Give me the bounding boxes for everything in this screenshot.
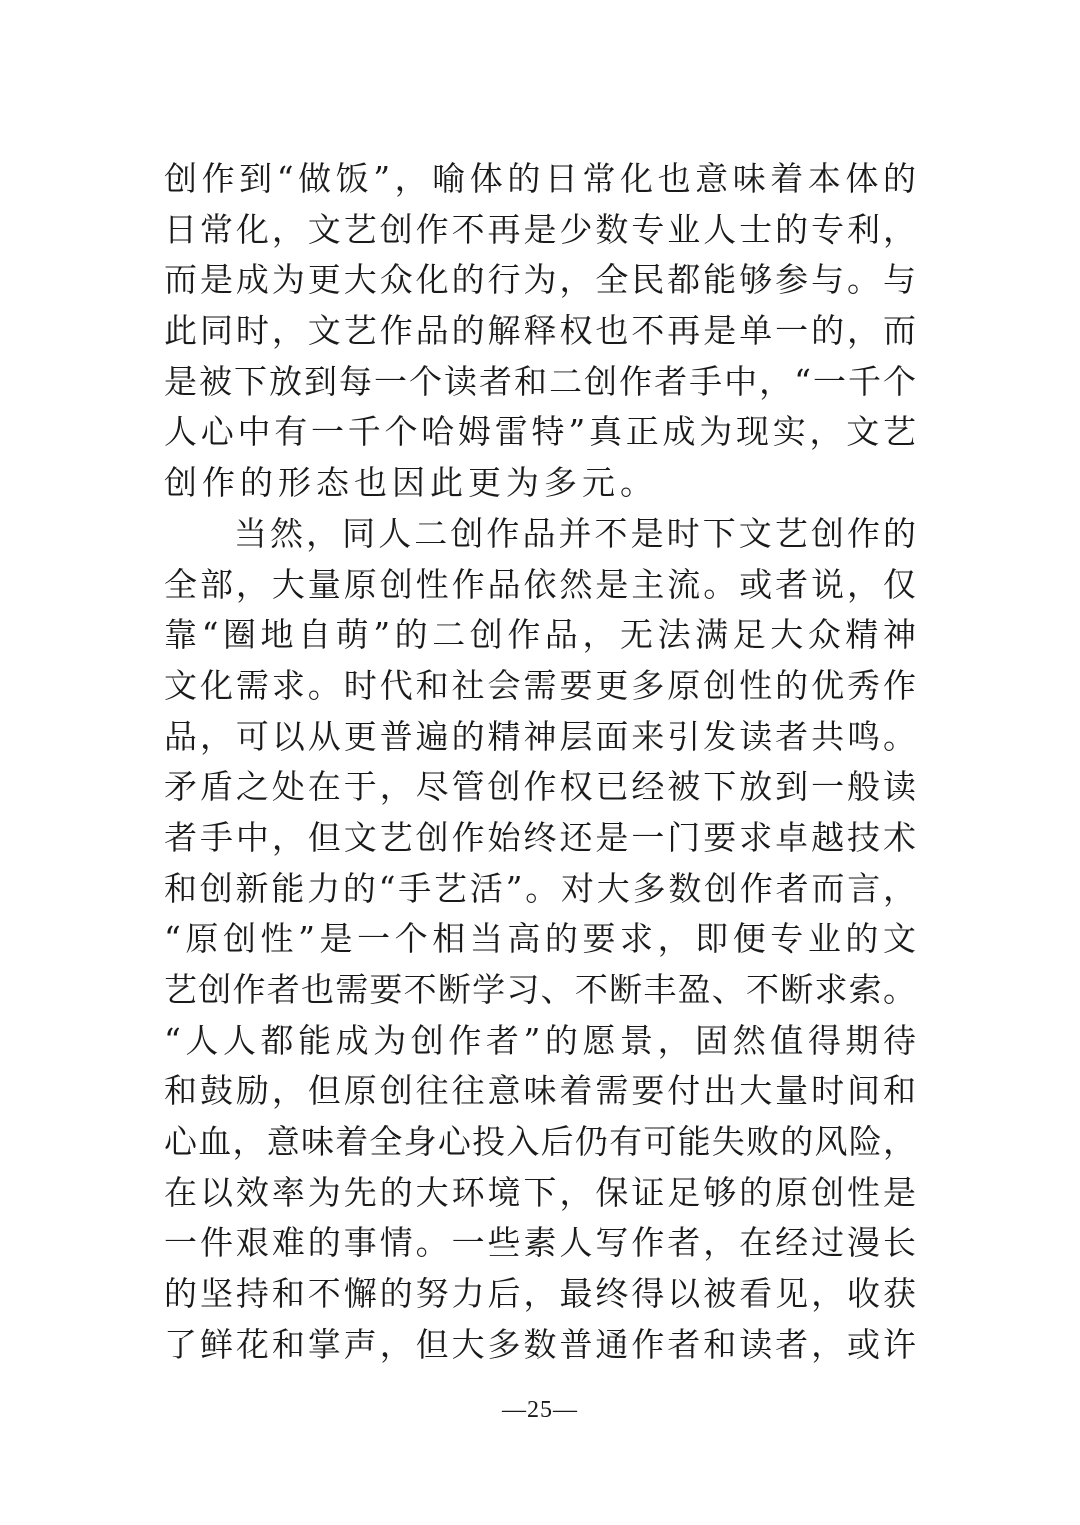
text-line: 创作到“做饭”，喻体的日常化也意味着本体的 [164,159,916,198]
text-line: “人人都能成为创作者”的愿景，固然值得期待 [164,1020,916,1060]
text-line: 了鲜花和掌声，但大多数普通作者和读者，或许 [164,1324,916,1364]
text-line: 者手中，但文艺创作始终还是一门要求卓越技术 [164,817,916,857]
text-line: 人心中有一千个哈姆雷特”真正成为现实，文艺 [164,412,916,452]
text-line: 和创新能力的“手艺活”。对大多数创作者而言， [164,868,916,908]
text-line: 当然，同人二创作品并不是时下文艺创作的 [234,513,916,553]
text-line: 靠“圈地自萌”的二创作品，无法满足大众精神 [164,615,916,655]
page-number: —25— [502,1397,578,1423]
text-line: 品，可以从更普遍的精神层面来引发读者共鸣。 [164,716,916,756]
text-line: 的坚持和不懈的努力后，最终得以被看见，收获 [164,1274,916,1314]
text-line: 心血，意味着全身心投入后仍有可能失败的风险， [164,1122,916,1162]
text-line: 全部，大量原创性作品依然是主流。或者说，仅 [164,564,916,604]
text-line: 创作的形态也因此更为多元。 [164,463,658,503]
text-line: 在以效率为先的大环境下，保证足够的原创性是 [164,1172,916,1212]
text-line: 是被下放到每一个读者和二创作者手中，“一千个 [164,361,916,401]
text-line: 一件艰难的事情。一些素人写作者，在经过漫长 [164,1223,916,1263]
text-line: 而是成为更大众化的行为，全民都能够参与。与 [164,260,916,300]
text-line: 和鼓励，但原创往往意味着需要付出大量时间和 [164,1071,916,1111]
text-line: 文化需求。时代和社会需要更多原创性的优秀作 [164,665,916,705]
body-text [164,154,916,1371]
text-line: 艺创作者也需要不断学习、不断丰盈、不断求索。 [164,970,916,1009]
text-line: “原创性”是一个相当高的要求，即便专业的文 [164,919,916,959]
text-line: 矛盾之处在于，尽管创作权已经被下放到一般读 [164,767,916,807]
text-line: 此同时，文艺作品的解释权也不再是单一的，而 [164,311,916,351]
text-line: 日常化，文艺创作不再是少数专业人士的专利， [164,209,916,249]
